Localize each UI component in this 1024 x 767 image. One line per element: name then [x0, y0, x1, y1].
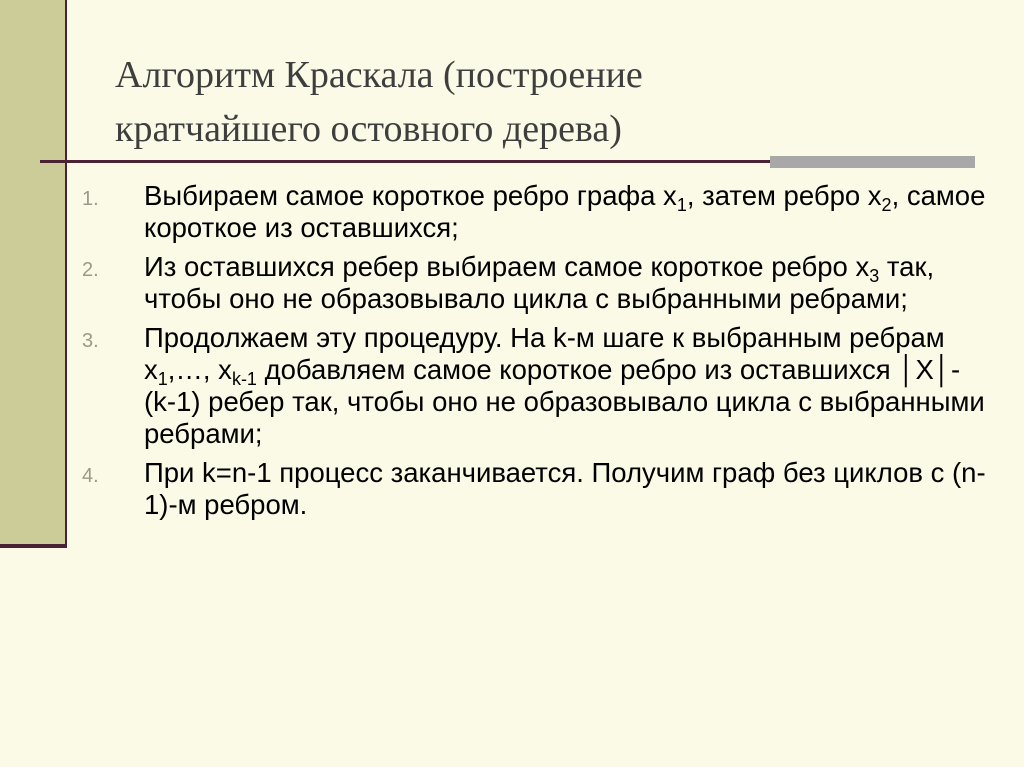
item-text: ,…, x: [167, 354, 232, 385]
list-item: [82, 251, 987, 315]
title-divider-accent: [770, 156, 975, 168]
title-line-2: кратчайшего остовного дерева): [115, 108, 622, 150]
subscript: 3: [869, 266, 880, 286]
item-text: Выбираем самое короткое ребро графа x: [144, 180, 677, 211]
item-text: добавляем самое короткое ребро из оставшихся │X│-(k-1) ребер так, чтобы оно не образовывало цикла с выбранными ребрами;: [144, 354, 985, 449]
algorithm-steps: [82, 180, 987, 528]
list-item: [82, 322, 987, 450]
item-text: так, чтобы оно не образовывало цикла с выбранными ребрами;: [144, 251, 935, 314]
side-bar-foot: [0, 544, 67, 548]
item-text: При k=n-1 процесс заканчивается. Получим граф без циклов с (n-1)-м ребром.: [144, 457, 986, 520]
title-line-1: Алгоритм Краскала (построение: [115, 54, 643, 96]
subscript: 1: [157, 369, 168, 389]
item-text: , самое короткое из оставшихся;: [144, 180, 986, 243]
item-text: , затем ребро x: [686, 180, 882, 211]
side-bar: [0, 0, 65, 548]
subscript: 2: [881, 195, 892, 215]
slide-title: [115, 48, 995, 156]
list-item: [82, 180, 987, 244]
item-text: Продолжаем эту процедуру. На k-м шаге к выбранным ребрам x: [144, 322, 945, 385]
side-bar-edge: [65, 0, 67, 548]
subscript: k-1: [231, 369, 257, 389]
list-item: [82, 457, 987, 521]
subscript: 1: [676, 195, 687, 215]
item-number: 2.: [82, 259, 99, 281]
item-number: 3.: [82, 330, 99, 352]
item-number: 4.: [82, 465, 99, 487]
item-text: Из оставшихся ребер выбираем самое короткое ребро x: [144, 251, 870, 282]
item-number: 1.: [82, 188, 99, 210]
